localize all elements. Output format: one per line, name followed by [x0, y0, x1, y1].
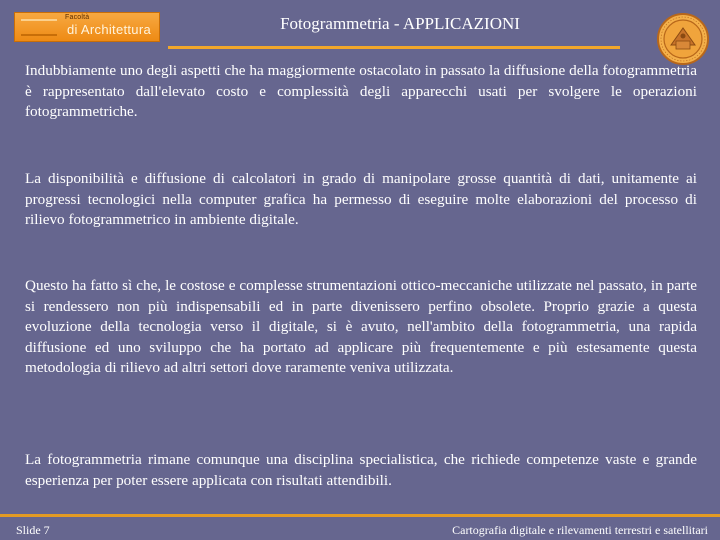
university-seal-icon	[656, 12, 710, 66]
title-underline	[168, 46, 620, 49]
slide-number: Slide 7	[16, 523, 50, 537]
slide-title: Fotogrammetria - APPLICAZIONI	[280, 14, 520, 33]
course-title: Cartografia digitale e rilevamenti terrestri e satellitari	[452, 523, 708, 537]
logo-top-text: Facoltà	[65, 14, 90, 21]
faculty-logo	[14, 12, 160, 42]
paragraph-3: Questo ha fatto sì che, le costose e complesse strumentazioni ottico-meccaniche utilizzate nel passato, in parte si rendessero non più indispensabili ed in parte divenissero perfino obsolete. Proprio grazie a questa evoluzione della tecnologia verso il digitale, si è avuto, nell'ambito della fotogrammetria, una rapida diffusione ed uno sviluppo che ha portato ad applicare più frequentemente e più estesamente questa metodologia di rilievo ad altri settori dove raramente veniva utilizzata.	[25, 277, 697, 376]
paragraph-4: La fotogrammetria rimane comunque una disciplina specialistica, che richiede competenze vaste e grande esperienza per poter essere applicata con risultati attendibili.	[25, 451, 697, 489]
paragraph-1: Indubbiamente uno degli aspetti che ha maggiormente ostacolato in passato la diffusione della fotogrammetria è rappresentato dall'elevato costo e complessità degli apparecchi usati per svolgere le operazioni fotogrammetriche.	[25, 62, 697, 120]
paragraph-2: La disponibilità e diffusione di calcolatori in grado di manipolare grosse quantità di dati, unitamente ai progressi tecnologici nella computer grafica ha permesso di eseguire molte elaborazioni del processo di rilievo fotogrammetrico in ambiente digitale.	[25, 170, 697, 228]
logo-main-text: di Architettura	[67, 22, 151, 37]
logo-mark-icon	[21, 19, 57, 36]
footer-divider	[0, 514, 720, 517]
